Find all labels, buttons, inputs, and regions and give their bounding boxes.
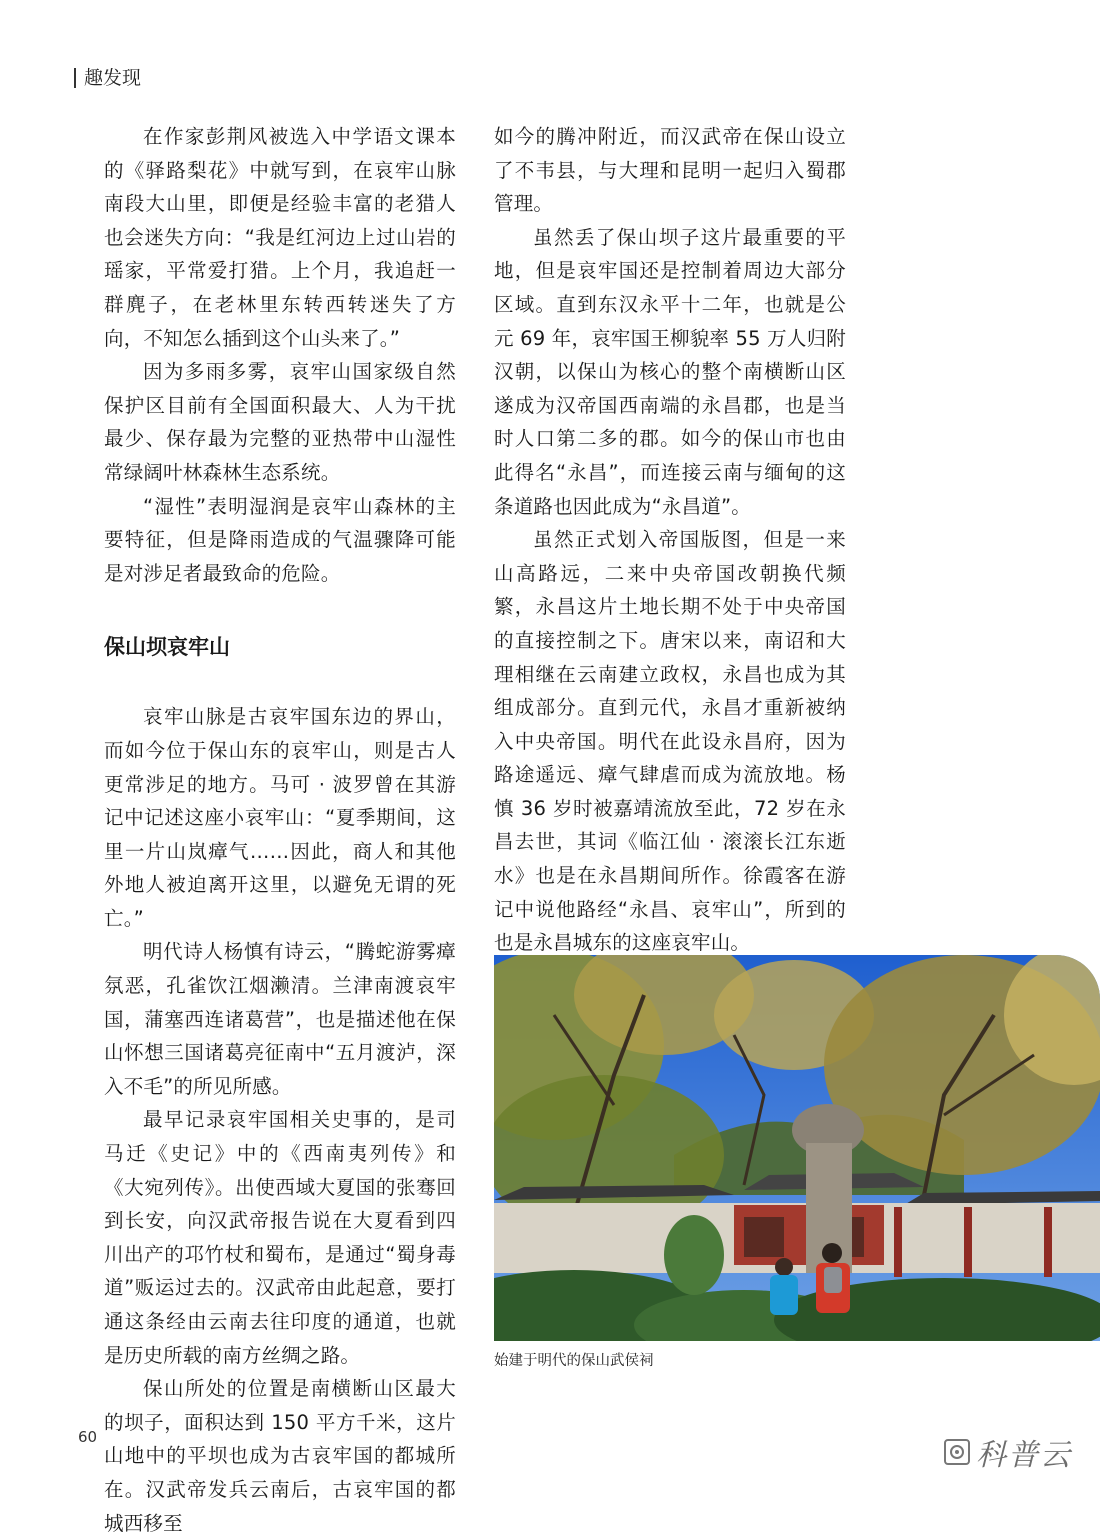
photo-caption: 始建于明代的保山武侯祠 xyxy=(494,1353,654,1369)
body-paragraph: 明代诗人杨慎有诗云，“腾蛇游雾瘴氛恶，孔雀饮江烟濑清。兰津南渡哀牢国，蒲塞西连诸葛营”，也是描述他在保山怀想三国诸葛亮征南中“五月渡泸，深入不毛”的所见所感。 xyxy=(104,940,456,1098)
body-paragraph: 虽然正式划入帝国版图，但是一来山高路远，二来中央帝国改朝换代频繁，永昌这片土地长期不处于中央帝国的直接控制之下。唐宋以来，南诏和大理相继在云南建立政权，永昌也成为其组成部分。直到元代，永昌才重新被纳入中央帝国。明代在此设永昌府，因为路途遥远、瘴气肆虐而成为流放地。杨慎 36 岁时被嘉靖流放至此，72 岁在永昌去世，其词《临江仙 · 滚滚长江东逝水》也是在永昌期间所作。徐霞客在游记中说他路经“永昌、哀牢山”，所到的也是永昌城东的这座哀牢山。 xyxy=(494,528,846,955)
body-paragraph: 最早记录哀牢国相关史事的，是司马迁《史记》中的《西南夷列传》和《大宛列传》。出使西域大夏国的张骞回到长安，向汉武帝报告说在大夏看到四川出产的邛竹杖和蜀布，是通过“蜀身毒道”贩运过去的。汉武帝由此起意，要打通这条经由云南去往印度的通道，也就是历史所载的南方丝绸之路。 xyxy=(104,1108,456,1367)
left-column xyxy=(104,120,456,1540)
section-tag xyxy=(74,66,141,90)
page-number: 60 xyxy=(78,1428,98,1446)
section-divider xyxy=(74,68,76,88)
body-paragraph-continuation: 如今的腾冲附近，而汉武帝在保山设立了不韦县，与大理和昆明一起归入蜀郡管理。 xyxy=(494,125,846,216)
logo-text: 科普云 xyxy=(976,1438,1072,1473)
body-paragraph: 因为多雨多雾，哀牢山国家级自然保护区目前有全国面积最大、人为干扰最少、保存最为完整的亚热带中山湿性常绿阔叶林森林生态系统。 xyxy=(104,360,456,484)
section-label: 趣发现 xyxy=(84,67,142,89)
temple-photo xyxy=(494,955,1100,1341)
temple-photo-illustration xyxy=(494,955,1100,1341)
section-heading: 保山坝哀牢山 xyxy=(104,635,230,660)
body-paragraph: 在作家彭荆风被选入中学语文课本的《驿路梨花》中就写到，在哀牢山脉南段大山里，即便是经验丰富的老猎人也会迷失方向：“我是红河边上过山岩的瑶家，平常爱打猎。上个月，我追赶一群麂子，在老林里东转西转迷失了方向，不知怎么插到这个山头来了。” xyxy=(104,125,456,350)
body-paragraph: 保山所处的位置是南横断山区最大的坝子，面积达到 150 平方千米，这片山地中的平坝也成为古哀牢国的都城所在。汉武帝发兵云南后，古哀牢国的都城西移至 xyxy=(104,1377,456,1535)
publisher-logo xyxy=(944,1430,1072,1474)
body-paragraph: 虽然丢了保山坝子这片最重要的平地，但是哀牢国还是控制着周边大部分区域。直到东汉永平十二年，也就是公元 69 年，哀牢国王柳貌率 55 万人归附汉朝，以保山为核心的整个南横断山区遂成为汉帝国西南端的永昌郡，也是当时人口第二多的郡。如今的保山市也由此得名“永昌”，而连接云南与缅甸的这条道路也因此成为“永昌道”。 xyxy=(494,225,846,518)
body-paragraph: 哀牢山脉是古哀牢国东边的界山，而如今位于保山东的哀牢山，则是古人更常涉足的地方。马可 · 波罗曾在其游记中记述这座小哀牢山：“夏季期间，这里一片山岚瘴气……因此，商人和其他外地人被迫离开这里，以避免无谓的死亡。” xyxy=(104,705,456,930)
logo-mark-icon xyxy=(944,1439,970,1465)
body-paragraph: “湿性”表明湿润是哀牢山森林的主要特征，但是降雨造成的气温骤降可能是对涉足者最致命的危险。 xyxy=(104,494,456,585)
right-column xyxy=(494,120,846,1061)
